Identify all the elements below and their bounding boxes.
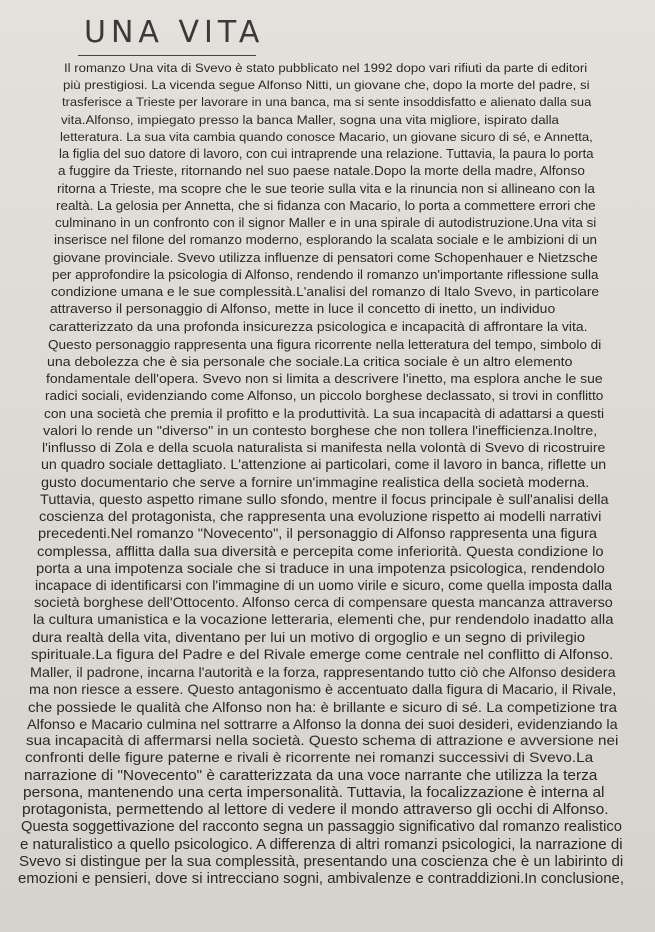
text-line: Questa soggettivazione del racconto segna un passaggio significativo dal romanzo realistico [20,819,622,836]
text-line: trasferisce a Trieste per lavorare in una banca, ma si sente insoddisfatto e alienato dalla sua [62,95,592,110]
document-title: UNA VITA [84,15,265,50]
text-line: una debolezza che è sia personale che sociale.La critica sociale è un altro elemento [47,353,573,369]
text-line: fondamentale dell'opera. Svevo non si limita a descrivere l'inetto, ma esplora anche le sue [46,371,603,387]
text-line: porta a una impotenza sociale che si traduce in una impotenza psicologica, rendendolo [35,560,605,576]
text-line: culminano in un confronto con il signor Maller e in una spirale di autodistruzione.Una vita si [55,216,597,231]
text-line: più prestigiosi. La vicenda segue Alfonso Nitti, un giovane che, dopo la morte del padre, si [63,78,590,93]
text-line: l'influsso di Zola e della scuola naturalista si manifesta nella volontà di Svevo di ricostruire [42,440,606,456]
text-line: sua incapacità di affermarsi nella società. Questo schema di attrazione e avversione nei [25,733,619,750]
text-line: complessa, afflitta dalla sua diversità e percepita come inferiorità. Questa condizione lo [36,543,604,559]
text-line: valori lo rende un "diverso" in un contesto borghese che non tollera l'inefficienza.Inoltre, [43,422,598,438]
text-line: attraverso il personaggio di Alfonso, mette in luce il concetto di inetto, un individuo [50,301,556,317]
text-line: Il romanzo Una vita di Svevo è stato pubblicato nel 1992 dopo vari rifiuti da parte di editori [64,61,588,75]
text-line: spirituale.La figura del Padre e del Rivale emerge come centrale nel conflitto di Alfonso. [30,645,614,662]
text-line: inserisce nel filone del romanzo moderno, esplorando la scalata sociale e le ambizioni di un [54,232,598,248]
text-line: gusto documentario che serve a fornire un'immagine realistica della società moderna. [40,474,589,490]
text-line: giovane provinciale. Svevo utilizza influenze di pensatori come Schopenhauer e Nietzsche [53,249,598,265]
title-underline [78,55,256,56]
text-line: precedenti.Nel romanzo "Novecento", il personaggio di Alfonso rappresenta una figura [37,526,597,542]
text-line: Maller, il padrone, incarna l'autorità e la forza, rappresentando tutto ciò che Alfonso desidera [29,664,616,681]
text-line: e naturalistico a quello psicologico. A differenza di altri romanzi psicologici, la narrazione di [19,836,623,853]
text-line: vita.Alfonso, impiegato presso la banca Maller, sogna una vita migliore, ispirato dalla [61,112,560,127]
text-line: che possiede le qualità che Alfonso non ha: è brillante e sicuro di sé. La competizione tra [27,698,617,715]
text-line: per approfondire la psicologia di Alfonso, rendendo il romanzo un'importante riflessione sulla [52,266,599,282]
text-line: Tuttavia, questo aspetto rimane sullo sfondo, mentre il focus principale è sull'analisi della [39,491,609,507]
text-line: incapace di identificarsi con l'immagine di un uomo virile e sicuro, come quella imposta dalla [34,578,612,594]
text-line: società borghese dell'Ottocento. Alfonso cerca di compensare questa mancanza attraverso [33,595,613,611]
text-line: protagonista, permettendo al lettore di vedere il mondo attraverso gli occhi di Alfonso. [21,802,609,819]
text-line: letteratura. La sua vita cambia quando conosce Macario, un giovane sicuro di sé, e Annetta, [60,129,593,144]
text-line: con una società che premia il profitto e la produttività. La sua incapacità di adattarsi a questi [44,405,605,421]
text-line: ritorna a Trieste, ma scopre che le sue teorie sulla vita e la rinuncia non si allineano con la [57,181,596,196]
text-line: la cultura umanistica e la vocazione letteraria, elementi che, pur rendendolo inadatto alla [32,611,614,628]
text-line: radici sociali, evidenziando come Alfonso, un piccolo borghese declassato, si trovi in conflitto [45,388,604,404]
text-line: confronti delle figure paterne e rivali è ricorrente nei romanzi successivi di Svevo.La [24,750,594,767]
text-line: emozioni e pensieri, dove si intrecciano sogni, ambivalenze e contraddizioni.In conclusione, [18,871,624,887]
text-line: condizione umana e le sue complessità.L'analisi del romanzo di Italo Svevo, in particolare [51,284,600,300]
text-line: la figlia del suo datore di lavoro, con cui intraprende una relazione. Tuttavia, la paura lo porta [59,147,594,162]
text-line: dura realtà della vita, diventano per lui un motivo di orgoglio e un segno di privilegio [31,628,585,645]
text-line: narrazione di "Novecento" è caratterizzata da una voce narrante che utilizza la terza [23,767,598,784]
text-line: coscienza del protagonista, che rappresenta una evoluzione rispetto ai modelli narrativi [38,509,601,525]
text-line: a fuggire da Trieste, ritornando nel suo paese natale.Dopo la morte della madre, Alfonso [58,164,585,179]
text-line: Svevo si distingue per la sua complessità, presentando una coscienza che è un labirinto di [18,853,624,870]
text-line: Questo personaggio rappresenta una figura ricorrente nella letteratura del tempo, simbolo di [48,336,602,352]
text-line: caratterizzato da una profonda insicurezza psicologica e incapacità di affrontare la vita. [49,318,588,334]
text-line: ma non riesce a essere. Questo antagonismo è accentuato dalla figura di Macario, il Rivale, [28,681,617,698]
text-line: un quadro sociale dettagliato. L'attenzione ai particolari, come il lavoro in banca, riflette un [41,457,607,473]
text-line: persona, mantenendo una certa impersonalità. Tuttavia, la focalizzazione è interna al [22,784,605,801]
text-line: Alfonso e Macario culmina nel sottrarre a Alfonso la donna dei suoi desideri, evidenziando la [26,715,618,732]
text-line: realtà. La gelosia per Annetta, che si fidanza con Macario, lo porta a commettere errori che [56,198,596,213]
